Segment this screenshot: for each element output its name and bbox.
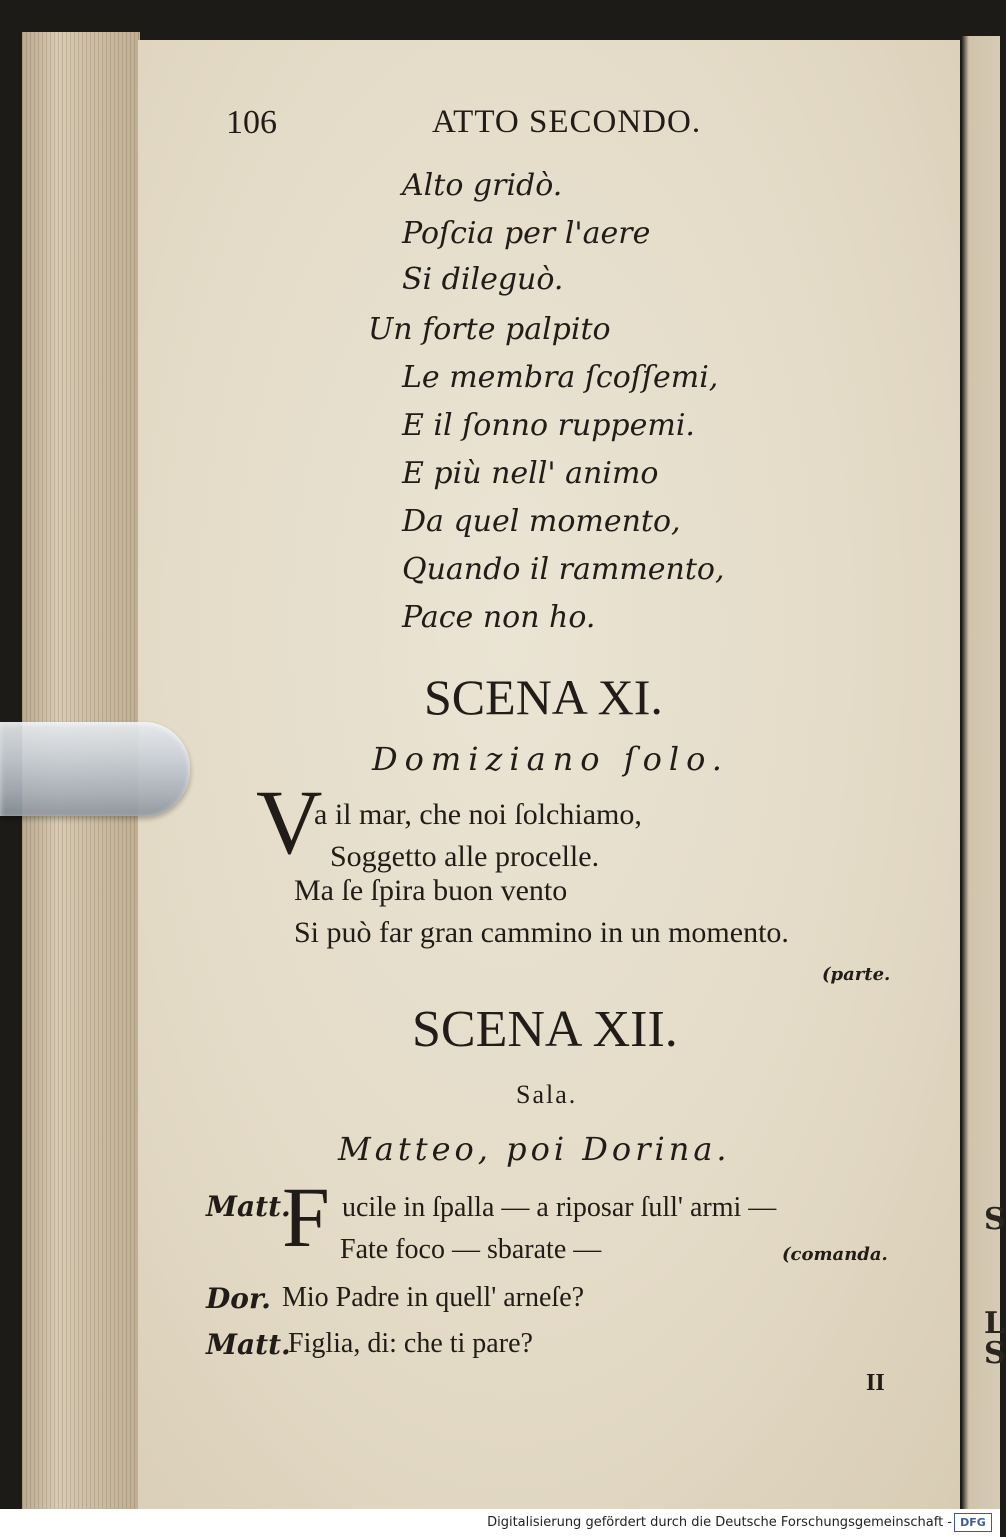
scene-characters: Domiziano ſolo. <box>372 740 729 778</box>
scene-characters: Matteo, poi Dorina. <box>338 1130 731 1168</box>
dfg-logo: DFG <box>954 1513 992 1532</box>
speaker-label: Matt. <box>206 1190 291 1223</box>
dialogue-line: Fate foco — sbarate — <box>340 1234 602 1265</box>
stage-direction: (parte. <box>822 964 891 985</box>
footer-credit: Digitalisierung gefördert durch die Deutsche Forschungsgemeinschaft - <box>487 1515 952 1530</box>
scene-title: SCENA XI. <box>424 669 663 725</box>
dialogue-line: ucile in ſpalla — a riposar ſull' armi — <box>342 1192 777 1223</box>
verse-line: a il mar, che noi ſolchiamo, <box>314 798 642 831</box>
signature-mark: II <box>866 1370 885 1396</box>
verse-line: Poſcia per l'aere <box>402 216 651 251</box>
dialogue-line: Figlia, di: che ti pare? <box>288 1328 533 1359</box>
verse-line: Ma ſe ſpira buon vento <box>294 874 568 907</box>
page-number: 106 <box>226 104 277 141</box>
speaker-label: Dor. <box>206 1282 271 1315</box>
drop-cap: V <box>256 771 323 873</box>
verse-line: Quando il rammento, <box>402 552 725 587</box>
verse-line: Da quel momento, <box>402 504 681 539</box>
scene-title: SCENA XII. <box>412 1001 678 1058</box>
bookmark-clip <box>0 722 190 816</box>
verse-line: Le membra ſcoſſemi, <box>402 360 719 395</box>
speaker-label: Matt. <box>206 1328 291 1361</box>
drop-cap: F <box>282 1169 330 1265</box>
dialogue-line: Mio Padre in quell' arneſe? <box>282 1282 585 1313</box>
verse-line: Pace non ho. <box>402 600 596 635</box>
verse-line: E più nell' animo <box>402 456 659 491</box>
stage-direction: (comanda. <box>782 1244 888 1265</box>
verse-line: E il ſonno ruppemi. <box>402 408 695 443</box>
running-title: ATTO SECONDO. <box>432 104 702 140</box>
verse-line: Si può far gran cammino in un momento. <box>294 916 789 949</box>
verse-line: Un forte palpito <box>368 312 611 347</box>
page-edge-right: S L S <box>962 36 1000 1516</box>
verse-line: Alto gridò. <box>402 168 563 203</box>
verse-line: Soggetto alle procelle. <box>330 840 600 873</box>
scene-setting: Sala. <box>516 1080 578 1109</box>
verse-line: Si dileguò. <box>402 262 564 297</box>
